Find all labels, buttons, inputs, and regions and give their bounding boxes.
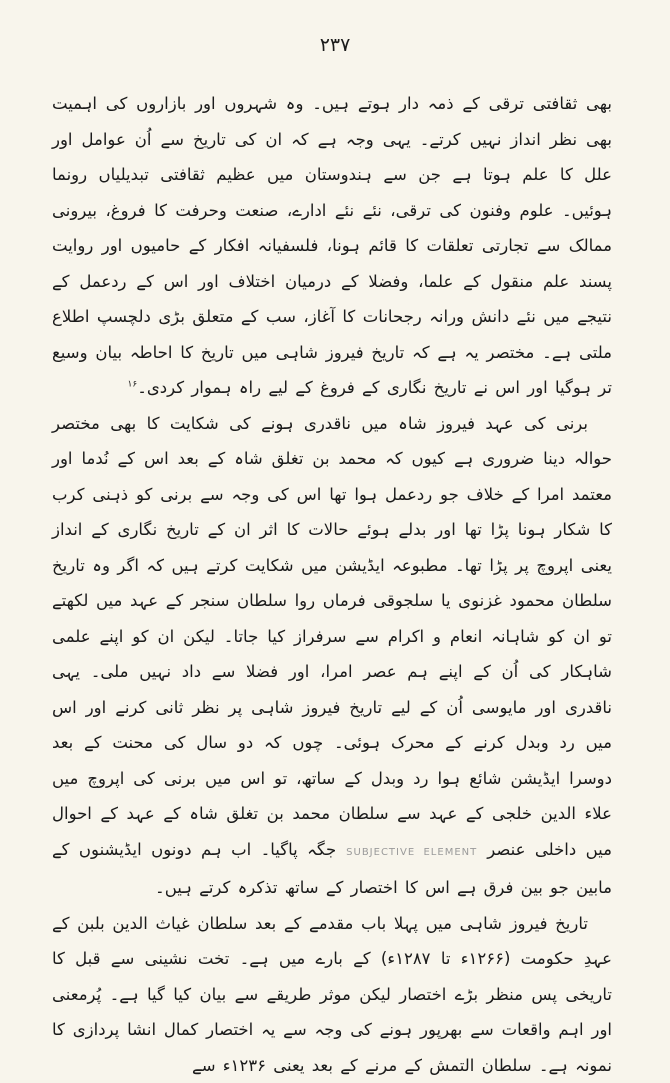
paragraph-3-text: تاریخ فیروز شاہی میں پہلا باب مقدمے کے بعد سلطان غیاث الدین بلبن کے عہدِ حکومت (۱۲۶۶ء تا ۱۲۸۷ء) کے بارے میں ہے۔ تخت نشینی سے قبل کا تاریخی پس منظر بڑے اختصار لیکن موثر طریقے سے بیان کیا گیا ہے۔ پُرمعنی اور اہم واقعات سے بھرپور ہونے کی وجہ سے یہ اختصار کمال انشا پردازی کا نمونہ ہے۔ سلطان التمش کے مرنے کے بعد یعنی ۱۲۳۶ء سے [52, 914, 612, 1075]
paragraph-2 [52, 406, 612, 906]
paragraph-2-text-after: جگہ پاگیا۔ اب ہم دونوں ایڈیشنوں کے مابین جو بین فرق ہے اس کا اختصار کے ساتھ تذکرہ کرتے ہیں۔ [52, 840, 612, 898]
paragraph-1-text: بھی ثقافتی ترقی کے ذمہ دار ہوتے ہیں۔ وہ شہروں اور بازاروں کی اہمیت بھی نظر انداز نہیں کرتے۔ یہی وجہ ہے کہ ان کی تاریخ سے اُن عوامل اور علل کا علم ہوتا ہے جن سے ہندوستان میں عظیم ثقافتی تبدیلیاں رونما ہوئیں۔ علوم وفنون کی ترقی، نئے نئے ادارے، صنعت وحرفت کا فروغ، بیرونی ممالک سے تجارتی تعلقات کا قائم ہونا، فلسفیانہ افکار کے حامیوں اور روایت پسند علم منقول کے علما، وفضلا کے درمیان اختلاف اور اس کے ردعمل کے نتیجے میں نئے دانش ورانہ رجحانات کا آغاز، سب کے متعلق بڑی دلچسپ اطلاع ملتی ہے۔ مختصر یہ ہے کہ تاریخ فیروز شاہی میں تاریخ کا احاطہ بیان وسیع تر ہوگیا اور اس نے تاریخ نگاری کے فروغ کے لیے راہ ہموار کردی۔ [52, 94, 612, 397]
subjective-element-stamp: SUBJECTIVE ELEMENT [336, 847, 487, 858]
paragraph-3 [52, 906, 612, 1083]
body-text [52, 86, 612, 1083]
paragraph-1 [52, 86, 612, 406]
page-number: ۲۳۷ [0, 34, 670, 56]
footnote-marker: ۱۶ [128, 380, 138, 390]
paragraph-2-text: برنی کی عہد فیروز شاہ میں ناقدری ہونے کی شکایت کا بھی مختصر حوالہ دینا ضروری ہے کیوں کہ محمد بن تغلق شاہ کے بعد اس کے نُدما اور معتمد امرا کے خلاف جو ردعمل ہوا تھا اس کی وجہ سے برنی کو ذہنی کرب کا شکار ہونا پڑا تھا اور بدلے ہوئے حالات کا اثر ان کے تاریخ نگاری کے انداز یعنی اپروچ پر پڑا تھا۔ مطبوعہ ایڈیشن میں شکایت کرتے ہیں کہ اگر وہ تاریخ سلطان محمود غزنوی یا سلجوقی فرماں روا سلطان سنجر کے عہد میں لکھتے تو ان کو شاہانہ انعام و اکرام سے سرفراز کیا جاتا۔ لیکن ان کو اپنے علمی شاہکار کی اُن کے اپنے ہم عصر امرا، اور فضلا سے داد نہیں ملی۔ یہی ناقدری اور مایوسی اُن کے لیے تاریخ فیروز شاہی پر نظر ثانی کرنے اور اس میں رد وبدل کرنے کے محرک ہوئی۔ چوں کہ دو سال کی محنت کے بعد دوسرا ایڈیشن شائع ہوا رد وبدل کے ساتھ، تو اس میں برنی کی اپروچ میں علاء الدین خلجی کے عہد سے سلطان محمد بن تغلق شاہ کے عہد کے احوال میں داخلی عنصر [52, 414, 612, 859]
